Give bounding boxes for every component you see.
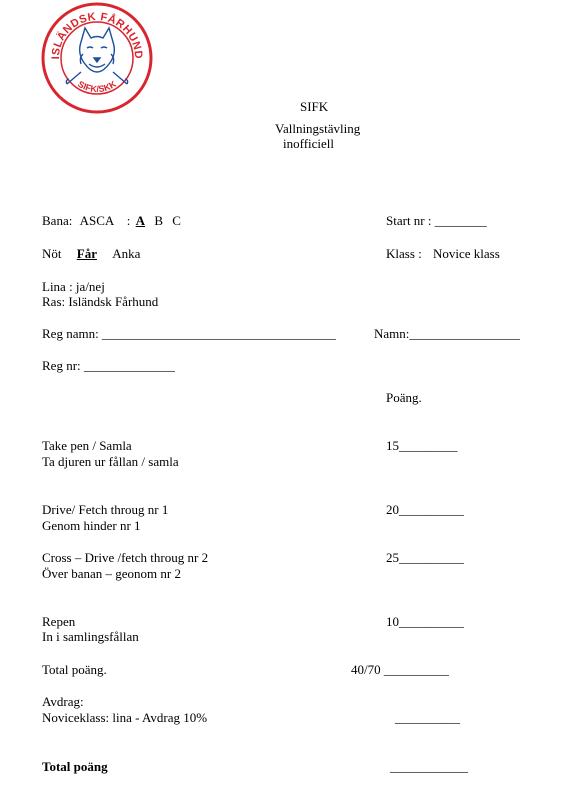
item-3-line2: Över banan – geonom nr 2 xyxy=(42,566,181,581)
namn-field: Namn:_________________ xyxy=(374,326,520,341)
avdrag-label: Avdrag: xyxy=(42,694,84,709)
bana-colon: : xyxy=(126,213,131,228)
item-3-score: 25__________ xyxy=(386,550,464,565)
animal-row xyxy=(42,246,140,262)
poang-header: Poäng. xyxy=(386,390,422,405)
event-subtitle: inofficiell xyxy=(283,136,335,151)
reg-namn-field: Reg namn: ____________________________________ xyxy=(42,326,336,341)
item-4-line1: Repen xyxy=(42,614,76,629)
total-score: 40/70 __________ xyxy=(351,662,449,677)
start-nr-field: Start nr : ________ xyxy=(386,213,487,228)
final-total-label: Total poäng xyxy=(42,759,108,774)
klass-field xyxy=(386,246,500,262)
item-4-line2: In i samlingsfållan xyxy=(42,629,139,644)
item-2-line2: Genom hinder nr 1 xyxy=(42,518,141,533)
final-total-blank: ____________ xyxy=(390,759,468,774)
logo-bottom-text: SIFK/SKK xyxy=(76,78,118,95)
item-2-score: 20__________ xyxy=(386,502,464,517)
club-logo xyxy=(41,2,153,114)
org-name: SIFK xyxy=(300,99,329,114)
animal-far: Får xyxy=(76,246,97,261)
bana-row xyxy=(42,213,181,229)
item-2-line1: Drive/ Fetch throug nr 1 xyxy=(42,502,169,517)
event-title: Vallningstävling xyxy=(275,121,361,136)
bana-option-a: A xyxy=(135,213,146,228)
item-1-line2: Ta djuren ur fållan / samla xyxy=(42,454,179,469)
ras-field: Ras: Isländsk Fårhund xyxy=(42,294,159,309)
item-3-line1: Cross – Drive /fetch throug nr 2 xyxy=(42,550,209,565)
klass-value: Novice klass xyxy=(433,246,500,261)
bana-option-c: C xyxy=(172,213,181,228)
animal-anka: Anka xyxy=(112,246,141,261)
lina-field: Lina : ja/nej xyxy=(42,279,105,294)
reg-nr-field: Reg nr: ______________ xyxy=(42,358,175,373)
bana-label: Bana: xyxy=(42,213,73,228)
item-1-score: 15_________ xyxy=(386,438,458,453)
avdrag-text: Noviceklass: lina - Avdrag 10% xyxy=(42,710,208,725)
bana-option-b: B xyxy=(154,213,163,228)
total-label: Total poäng. xyxy=(42,662,107,677)
avdrag-blank: __________ xyxy=(395,710,460,725)
logo-top-text: ISLÄNDSK FÅRHUND xyxy=(49,10,145,60)
animal-not: Nöt xyxy=(42,246,62,261)
item-4-score: 10__________ xyxy=(386,614,464,629)
bana-asca: ASCA xyxy=(79,213,114,228)
klass-label: Klass : xyxy=(386,246,422,261)
item-1-line1: Take pen / Samla xyxy=(42,438,132,453)
